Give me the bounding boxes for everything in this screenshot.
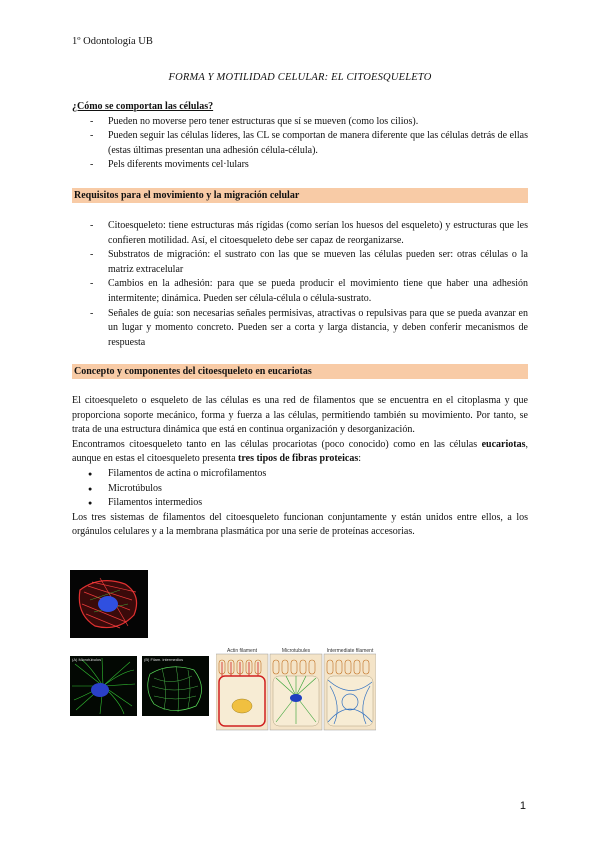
bold-term: eucariotas [481, 438, 526, 450]
list-item: ● Filamentos de actina o microfilamentos [72, 467, 528, 482]
cytoskeleton-diagram [216, 646, 376, 734]
page-header: 1º Odontología UB [72, 36, 153, 47]
text-run: , aunque en estas el citoesqueleto presenta [72, 438, 528, 465]
intermediate-filament-micrograph-image [142, 656, 209, 716]
microtubule-micrograph-image [70, 656, 137, 716]
list-item: - Citoesqueleto: tiene estructuras más rígidas (como serían los huesos del esqueleto) y estructuras que les confieren motilidad. Así, el citoesqueleto debe ser capaz de reorganizarse. [72, 219, 528, 248]
section-heading-text: Concepto y componentes del citoesqueleto en eucariotas [74, 366, 312, 377]
section-heading-text: Requisitos para el movimiento y la migración celular [74, 190, 300, 201]
list-item: - Substratos de migración: el sustrato con las que se mueven las células pueden ser: otras células o la matriz extracelular [72, 248, 528, 277]
section-behaviour [72, 100, 528, 173]
list-item: ● Filamentos intermedios [72, 496, 528, 511]
list-item: - Cambios en la adhesión: para que se pueda producir el movimiento tiene que haber una adhesión intermitente; dinámica. Pueden ser célula-célula o célula-sustrato. [72, 277, 528, 306]
micrograph-label: (B) Filam. intermedios [144, 657, 184, 662]
list-item: - Pueden seguir las células líderes, las CL se comportan de manera diferente que las células detrás de ellas (estas últimas presentan una adhesión célula-célula). [72, 129, 528, 158]
micrograph-label: (A) Microtúbulos [72, 657, 102, 662]
section-question: ¿Cómo se comportan las células? [72, 101, 214, 112]
fiber-types-list [72, 467, 528, 511]
list-item: - Señales de guía: son necesarias señales permisivas, atractivas o repulsivas para que se pueda avanzar en un lugar y momento concreto. Pueden ser a corta y larga distancia, y deben conferir mecanismos de respuesta [72, 307, 528, 351]
diagram-label: Actin filament [226, 648, 258, 654]
section-concept [72, 394, 528, 540]
requirements-list [72, 219, 528, 350]
cytoskeleton-diagram-svg [216, 646, 376, 734]
list-item: ● Microtúbulos [72, 482, 528, 497]
section-heading-requirements [72, 188, 528, 203]
document-title: FORMA Y MOTILIDAD CELULAR: EL CITOESQUELETO [168, 72, 432, 83]
paragraph-definition: El citoesqueleto o esqueleto de las células es una red de filamentos que se encuentra en el citoplasma y que proporciona soporte mecánico, forma y fuerza a las células, permitiendo también su movimiento. Por tanto, se trata de una estructura dinámica que está en continua organización y desorganización. [72, 395, 528, 436]
behaviour-list [72, 115, 528, 173]
list-item: - Pueden no moverse pero tener estructuras que sí se mueven (como los cilios). [72, 115, 528, 130]
text-run: Encontramos citoesqueleto tanto en las células procariotas (poco conocido) como en las células [72, 438, 482, 450]
page-number: 1 [519, 800, 526, 812]
diagram-label: Intermediate filament [326, 648, 374, 654]
bold-term: tres tipos de fibras proteicas [238, 453, 359, 465]
actin-micrograph-image [70, 570, 148, 638]
list-item: - Pels diferents moviments cel·lulars [72, 158, 528, 173]
section-heading-concept [72, 364, 528, 379]
diagram-label: Microtubules [281, 648, 311, 654]
section-requirements [72, 219, 528, 350]
paragraph-types [72, 438, 528, 467]
text-run: : [358, 453, 362, 465]
paragraph-systems: Los tres sistemas de filamentos del citoesqueleto funcionan conjuntamente y están unidos entre ellos, a los orgánulos celulares y a la membrana plasmática por una serie de proteínas accesorias. [72, 511, 528, 538]
